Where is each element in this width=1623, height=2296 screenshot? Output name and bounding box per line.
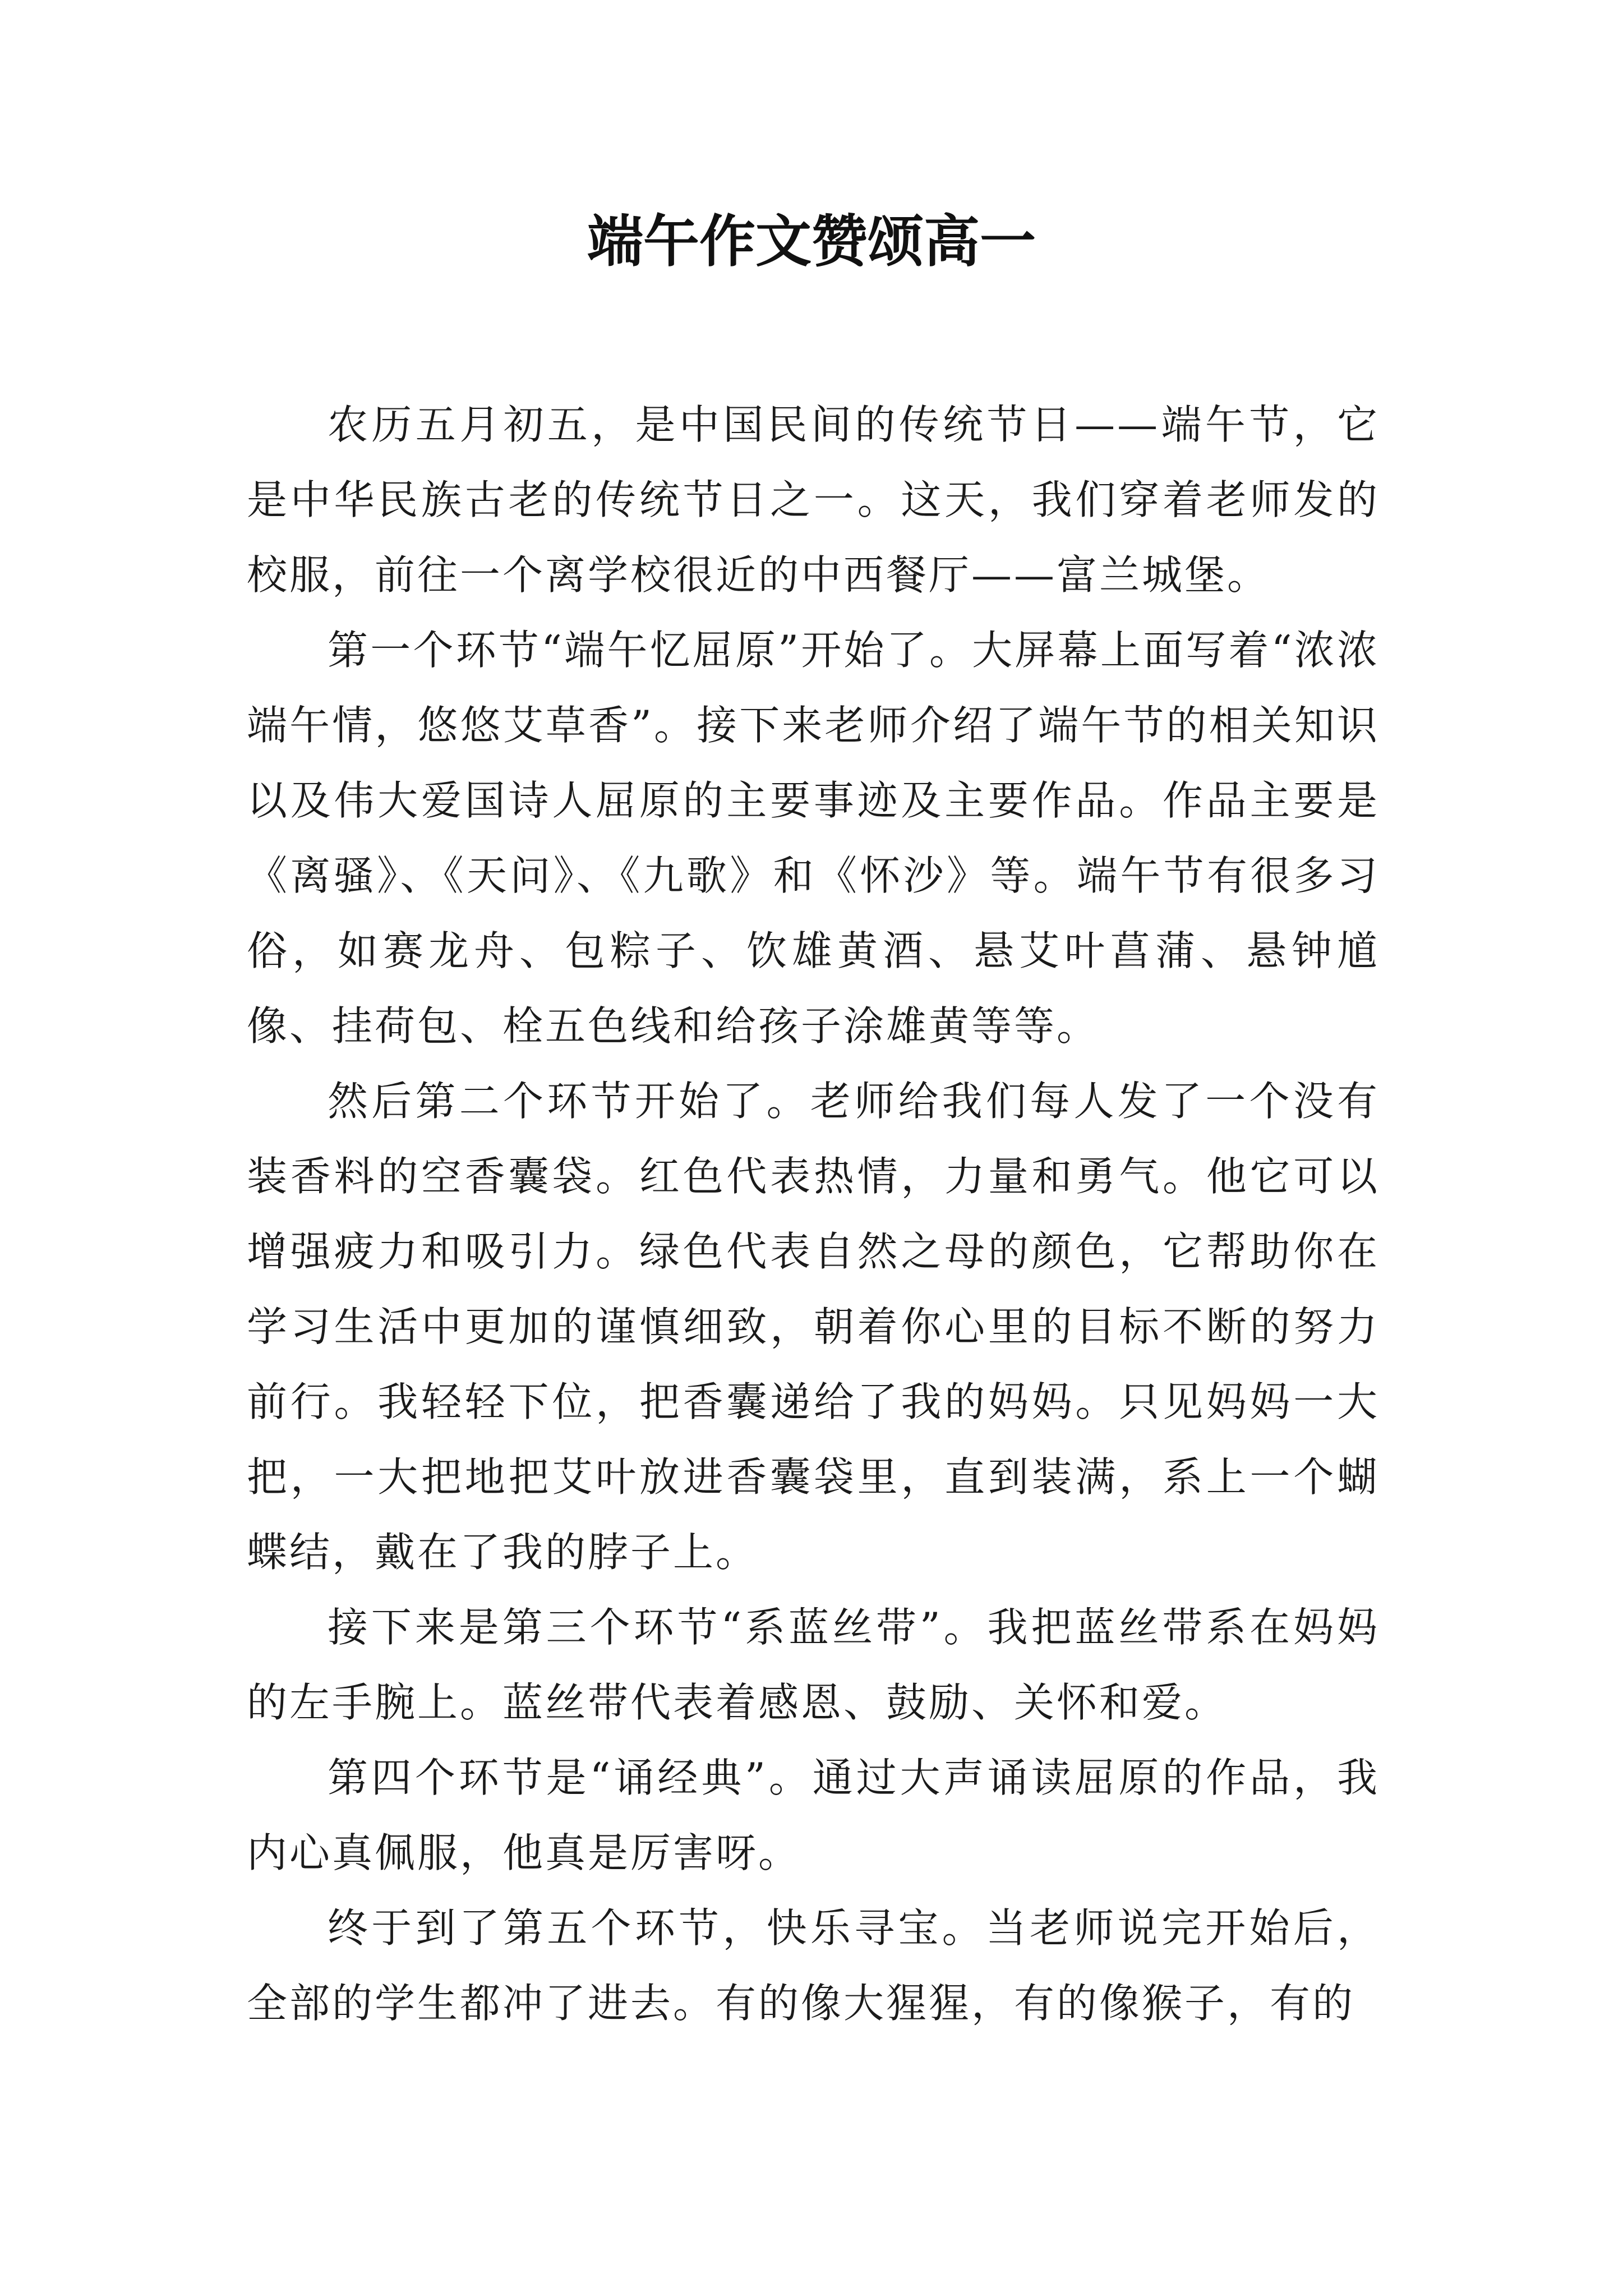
paragraph-1: 农历五月初五，是中国民间的传统节日——端午节，它是中华民族古老的传统节日之一。这天，我们穿着老师发的校服，前往一个离学校很近的中西餐厅——富兰城堡。 [247,401,1380,599]
paragraph-4: 接下来是第三个环节“系蓝丝带”。我把蓝丝带系在妈妈的左手腕上。蓝丝带代表着感恩、鼓励、关怀和爱。 [247,1604,1380,1726]
paragraph-6: 终于到了第五个环节，快乐寻宝。当老师说完开始后，全部的学生都冲了进去。有的像大猩猩，有的像猴子，有的 [247,1904,1380,2027]
paragraph-2: 第一个环节“端午忆屈原”开始了。大屏幕上面写着“浓浓端午情，悠悠艾草香”。接下来老师介绍了端午节的相关知识以及伟大爱国诗人屈原的主要事迹及主要作品。作品主要是《离骚》、《天问》、《九歌》和《怀沙》等。端午节有很多习俗，如赛龙舟、包粽子、饮雄黄酒、悬艾叶菖蒲、悬钟馗像、挂荷包、栓五色线和给孩子涂雄黄等等。 [247,627,1380,1050]
page-title: 端午作文赞颂高一 [587,208,1036,274]
paragraph-5: 第四个环节是“诵经典”。通过大声诵读屈原的作品，我内心真佩服，他真是厉害呀。 [247,1754,1380,1876]
document-body [247,387,1380,2041]
paragraph-3: 然后第二个环节开始了。老师给我们每人发了一个没有装香料的空香囊袋。红色代表热情，力量和勇气。他它可以增强疲力和吸引力。绿色代表自然之母的颜色，它帮助你在学习生活中更加的谨慎细致，朝着你心里的目标不断的努力前行。我轻轻下位，把香囊递给了我的妈妈。只见妈妈一大把，一大把地把艾叶放进香囊袋里，直到装满，系上一个蝴蝶结，戴在了我的脖子上。 [247,1078,1380,1576]
